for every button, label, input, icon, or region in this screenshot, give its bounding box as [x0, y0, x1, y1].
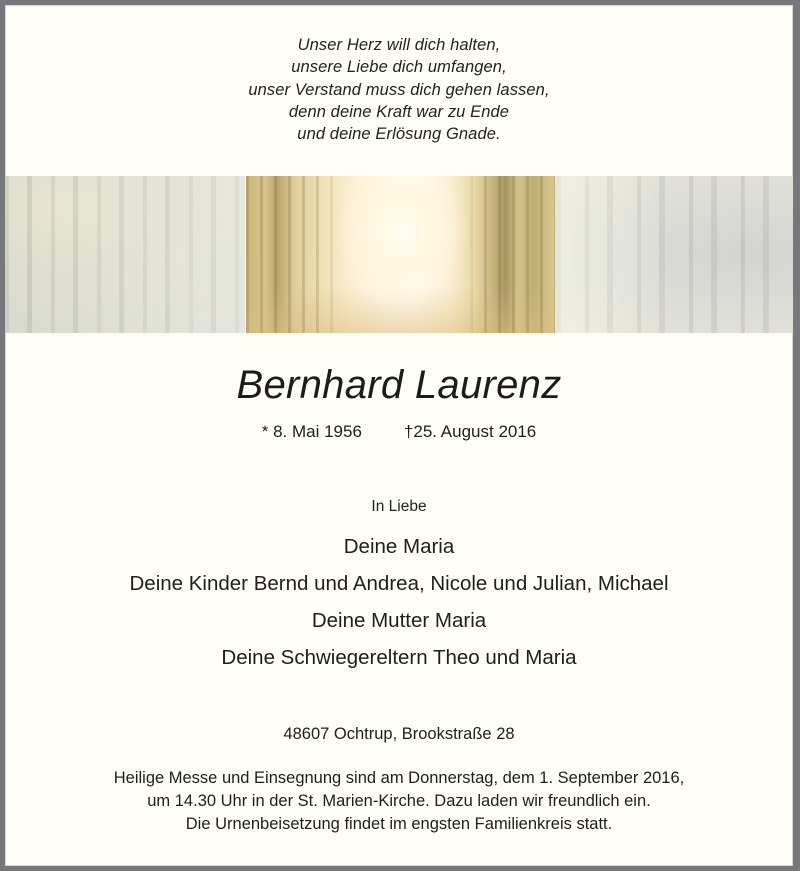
death-date: †25. August 2016: [403, 422, 537, 441]
service-line: um 14.30 Uhr in der St. Marien-Kirche. Dazu laden wir freundlich ein.: [147, 792, 651, 810]
life-dates: [5, 421, 793, 443]
mourners-list: [5, 496, 793, 676]
deceased-name: Bernhard Laurenz: [236, 363, 562, 407]
service-details: [5, 767, 793, 836]
mourner-line: Deine Mutter Maria: [311, 609, 487, 632]
obituary-card: [5, 5, 793, 866]
poem-line: Unser Herz will dich halten,: [297, 36, 501, 54]
birth-date: * 8. Mai 1956: [261, 422, 362, 441]
faded-forest-left-image: [5, 176, 245, 333]
family-address: 48607 Ochtrup, Brookstraße 28: [283, 725, 515, 743]
poem-line: unser Verstand muss dich gehen lassen,: [248, 80, 550, 99]
poem-line: unsere Liebe dich umfangen,: [291, 58, 507, 77]
mourner-line: Deine Maria: [343, 535, 455, 558]
poem-line: denn deine Kraft war zu Ende: [288, 102, 510, 121]
service-line: Die Urnenbeisetzung findet im engsten Familienkreis statt.: [185, 815, 613, 833]
mourners-intro: In Liebe: [371, 498, 427, 515]
faded-forest-right-image: [555, 176, 793, 333]
service-line: Heilige Messe und Einsegnung sind am Donnerstag, dem 1. September 2016,: [113, 769, 685, 787]
forest-path-image: [246, 176, 555, 333]
forest-banner-image: [5, 176, 793, 333]
mourner-line: Deine Kinder Bernd und Andrea, Nicole und Julian, Michael: [129, 572, 669, 595]
mourner-line: Deine Schwiegereltern Theo und Maria: [221, 646, 577, 669]
memorial-poem: [5, 34, 793, 145]
poem-line: und deine Erlösung Gnade.: [297, 125, 501, 144]
